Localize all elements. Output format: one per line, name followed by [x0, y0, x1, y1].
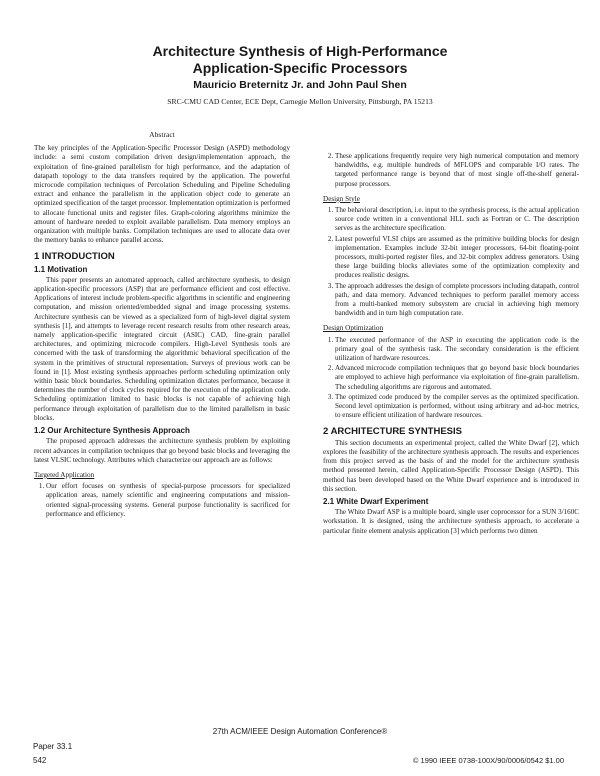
- paper-title-line-2: Application-Specific Processors: [192, 60, 408, 76]
- page-number: 542: [33, 756, 47, 765]
- targeted-application-heading: Targeted Application: [34, 470, 95, 479]
- design-style-item: 2. Latest powerful VLSI chips are assumed as the primitive building blocks for design implementation. Examples include 32-bit integer processors, 64-bit floating-point processors, multi-ported register files, and 32-bit complex address generators. Using these large building blocks alleviates some of the optimization complexity and produces realistic designs.: [335, 235, 579, 281]
- design-style-heading: Design Style: [323, 194, 360, 203]
- approach-heading: 1.2 Our Architecture Synthesis Approach: [34, 426, 190, 436]
- targeted-item: 2. These applications frequently require very high numerical computation and memory bandwidths, e.g. multiple hundreds of MFLOPS and comparable I/O rates. The targeted performance range is beyond that of most single off-the-shelf general-purpose processors.: [335, 152, 579, 189]
- design-style-item: 3. The approach addresses the design of complete processors including datapath, control path, and data memory. Advanced techniques to perform parallel memory access from a multi-banked memory subsystem are crucial in achieving high memory bandwidth and in turn high computation rate.: [335, 282, 579, 319]
- design-optimization-item: 3. The optimized code produced by the compiler serves as the optimized specification. Second level optimization is performed, without using arbitrary and ad-hoc metrics, to ensure efficient utilization of hardware resources.: [335, 393, 579, 421]
- design-optimization-item: 2. Advanced microcode compilation techniques that go beyond basic block boundaries are employed to achieve high performance via exploitation of fine-grain parallelism. The scheduling algorithms are rigorous and automated.: [335, 364, 579, 392]
- left-column: [34, 130, 290, 520]
- right-column: [323, 152, 579, 536]
- abstract-heading: Abstract: [149, 130, 175, 139]
- design-style-item: 1. The behavioral description, i.e. input to the synthesis process, is the actual application source code written in a conventional HLL such as Fortran or C. The description serves as the architecture specification.: [335, 206, 579, 234]
- white-dwarf-heading: 2.1 White Dwarf Experiment: [323, 496, 429, 506]
- targeted-item: 1. Our effort focuses on synthesis of special-purpose processors for specialized application areas, namely scientific and engineering computations and mission-oriented signal-processing systems. General purpose functionality is sacrificed for performance and efficiency.: [46, 482, 290, 519]
- paper-title-line-1: Architecture Synthesis of High-Performance: [152, 43, 448, 59]
- abstract-text: The key principles of the Application-Specific Processor Design (ASPD) methodology include: a semi custom compilation driven design/implementation approach, the exploitation of fine-grained parallelism for high performance, and the adaptation of datapath topology to the data transfers required by the application. The powerful microcode compilation techniques of Percolation Scheduling and Pipeline Scheduling extract and enhance the parallelism in the application object code to generate an optimized specification of the target processor. Implementation optimization is performed to allocate functional units and register files. Graph-coloring algorithms minimize the amount of hardware needed to exploit available parallelism. Data memory employs an organization with multiple banks. Compilation techniques are used to allocate data over the memory banks to enhance parallel access.: [34, 144, 290, 245]
- copyright-notice: © 1990 IEEE 0738-100X/90/0006/0542 $1.00: [412, 756, 564, 765]
- motivation-heading: 1.1 Motivation: [34, 264, 88, 274]
- authors: Mauricio Breternitz Jr. and John Paul Shen: [193, 79, 407, 91]
- white-dwarf-text: The White Dwarf ASP is a multiple board, single user coprocessor for a SUN 3/160C workstation. It is designed, using the architecture synthesis approach, to accelerate a particular finite element analysis application [3] which performs two dimen: [323, 508, 579, 535]
- affiliation: SRC-CMU CAD Center, ECE Dept, Carnegie Mellon University, Pittsburgh, PA 15213: [167, 97, 433, 106]
- paper-number: Paper 33.1: [33, 742, 73, 751]
- intro-heading: 1 INTRODUCTION: [34, 251, 115, 263]
- design-optimization-heading: Design Optimization: [323, 324, 384, 333]
- approach-text: The proposed approach addresses the architecture synthesis problem by exploiting recent advances in compilation techniques that go beyond basic blocks and leveraging the latest VLSIC technology. Attributes which characterize our approach are as follows:: [34, 437, 290, 464]
- motivation-text: This paper presents an automated approach, called architecture synthesis, to design application-specific processors (ASP) that are performance efficient and cost effective. Applications of interest include problem-specific algorithms in scientific and engineering computation, and mission oriented/embedded signal and image processing systems. Architecture synthesis can be viewed as a specialized form of high-level digital system synthesis [1], and attempts to leverage recent research results from other research areas, namely application-specific integrated circuit (ASIC) CAD, fine-grain parallel architectures, and optimizing microcode compilers. High-Level Synthesis tools are concerned with the task of transforming the algorithmic behavioral specification of the system in the primitives of structural representation. Surveys of previous work can be found in [1]. Most existing synthesis approaches perform scheduling optimization only within basic block boundaries. Scheduling optimization dictates performance, because it determines the number of clock cycles required for the execution of the application code. Scheduling optimization limited to basic blocks is not capable of achieving high performance through exploitation of parallelism due to the limited parallelism in basic blocks.: [34, 275, 290, 422]
- design-optimization-item: 1. The executed performance of the ASP in executing the application code is the primary goal of the synthesis task. The secondary consideration is the efficient utilization of hardware resources.: [335, 336, 579, 364]
- architecture-synthesis-text: This section documents an experimental project, called the White Dwarf [2], which explores the feasibility of the architecture synthesis approach. The results and experiences from this project served as the basis of and the model for the architecture synthesis method presented herein, called Application-Specific Processor Design (ASPD). This method has been developed based on the White Dwarf experience and is introduced in this section.: [323, 438, 579, 493]
- conference-footer: 27th ACM/IEEE Design Automation Conference®: [212, 727, 388, 736]
- architecture-synthesis-heading: 2 ARCHITECTURE SYNTHESIS: [323, 426, 462, 438]
